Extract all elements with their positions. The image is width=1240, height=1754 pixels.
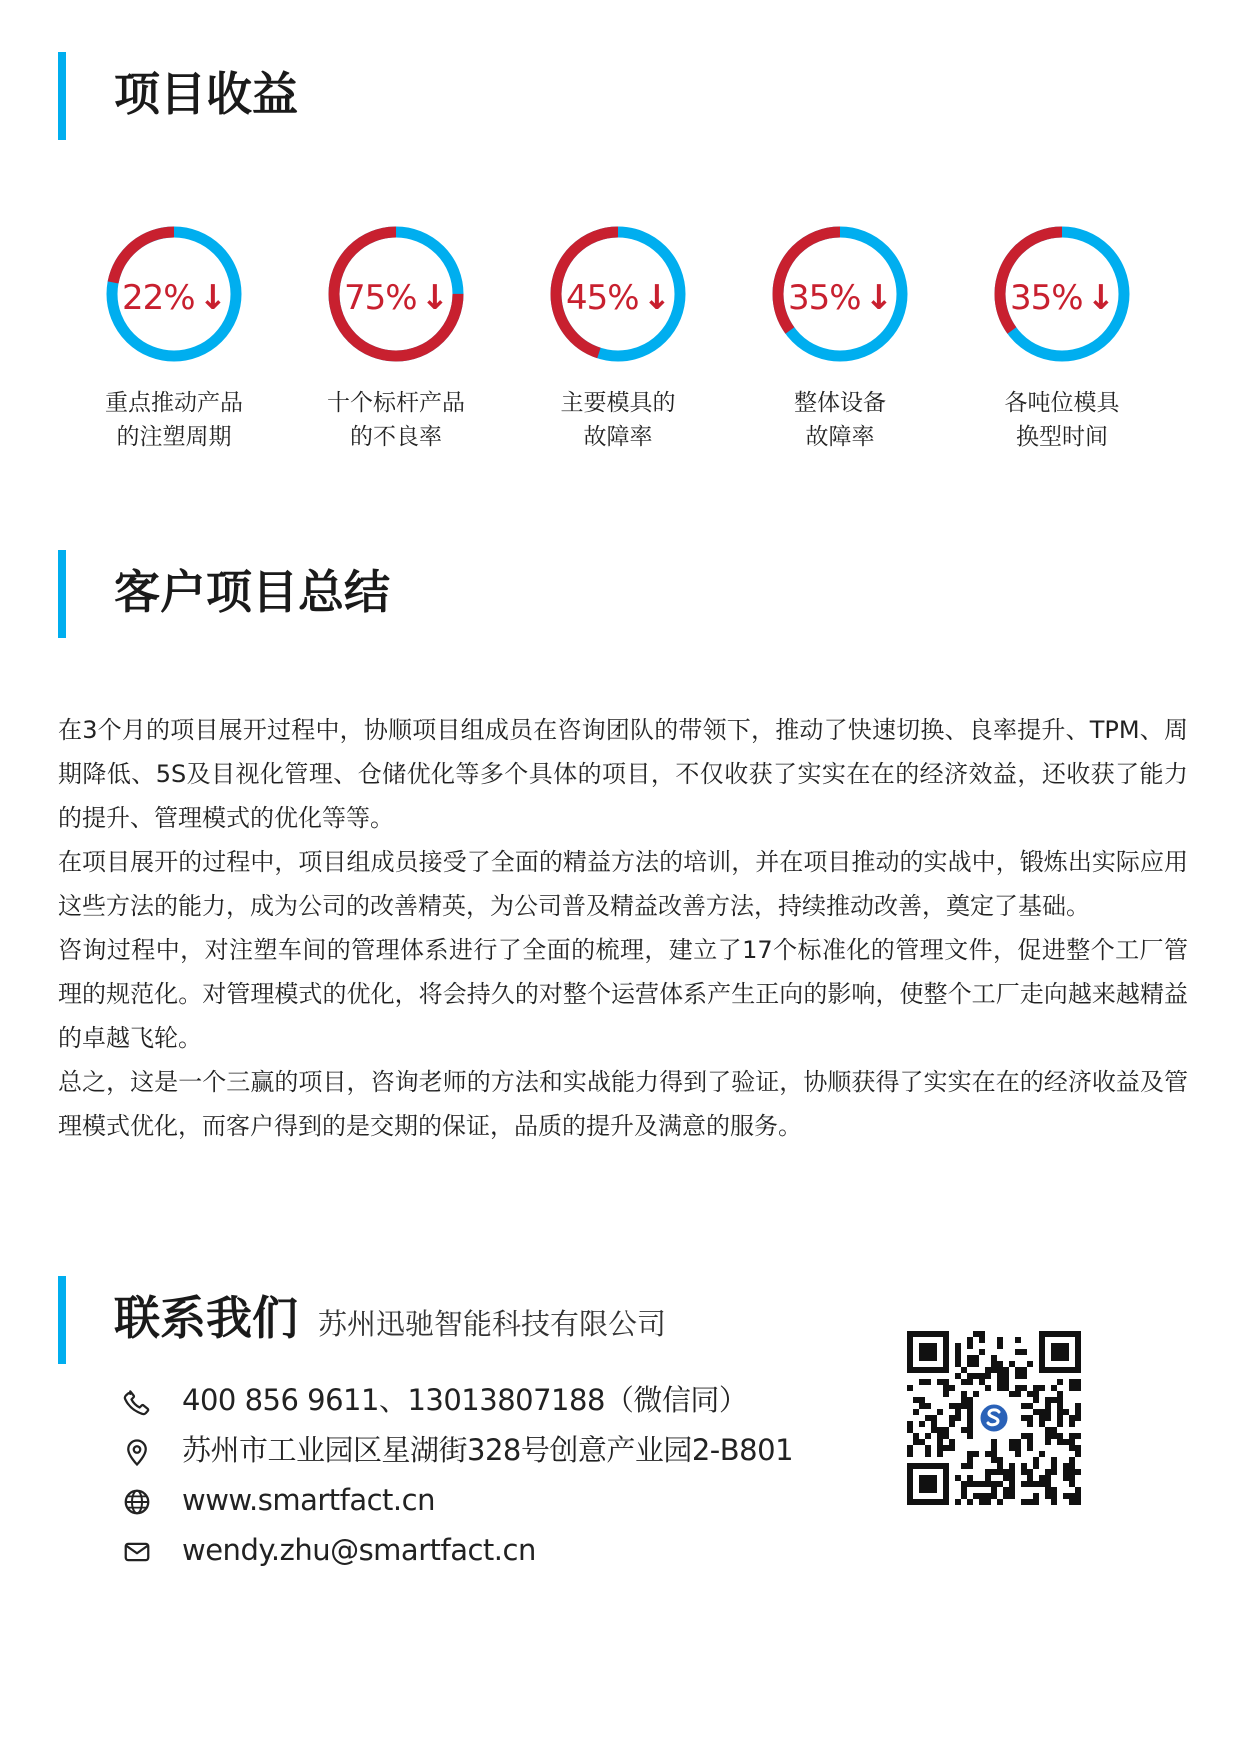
summary-paragraph: 咨询过程中，对注塑车间的管理体系进行了全面的梳理，建立了17个标准化的管理文件，促进整个工厂管理的规范化。对管理模式的优化，将会持久的对整个运营体系产生正向的影响，使整个工厂走向越来越精益的卓越飞轮。 xyxy=(58,936,1188,1052)
contact-address: 苏州市工业园区星湖街328号创意产业园2-B801 xyxy=(118,1426,878,1476)
qr-code-image xyxy=(904,1328,1084,1508)
location-pin-icon xyxy=(122,1437,152,1467)
benefits-title: 项目收益 xyxy=(114,67,298,121)
qr-code xyxy=(904,1328,1084,1508)
section-accent-bar xyxy=(58,52,66,140)
donut-label: 主要模具的 故障率 xyxy=(560,390,676,450)
down-arrow-icon: ↓ xyxy=(420,278,449,318)
globe-icon xyxy=(122,1487,152,1517)
down-arrow-icon: ↓ xyxy=(642,278,671,318)
donut-percent: 22% ↓ xyxy=(62,274,286,322)
summary-paragraph: 总之，这是一个三赢的项目，咨询老师的方法和实战能力得到了验证，协顺获得了实实在在的经济收益及管理模式优化，而客户得到的是交期的保证，品质的提升及满意的服务。 xyxy=(58,1068,1188,1140)
donut-percent: 75% ↓ xyxy=(284,274,508,322)
mail-icon xyxy=(122,1537,152,1567)
section-accent-bar xyxy=(58,1276,66,1364)
donut-label: 重点推动产品 的注塑周期 xyxy=(105,390,243,450)
contact-phone: 400 856 9611、13013807188（微信同） xyxy=(118,1376,878,1426)
contact-title: 联系我们 苏州迅驰智能科技有限公司 xyxy=(114,1291,667,1345)
phone-icon xyxy=(122,1387,152,1417)
down-arrow-icon: ↓ xyxy=(1086,278,1115,318)
contact-website[interactable]: www.smartfact.cn xyxy=(118,1476,878,1526)
donut-label: 整体设备 故障率 xyxy=(794,390,886,450)
donut-percent: 35% ↓ xyxy=(950,274,1174,322)
donut-percent: 35% ↓ xyxy=(728,274,952,322)
contact-email[interactable]: wendy.zhu@smartfact.cn xyxy=(118,1526,878,1576)
summary-paragraph: 在3个月的项目展开过程中，协顺项目组成员在咨询团队的带领下，推动了快速切换、良率提升、TPM、周期降低、5S及目视化管理、仓储优化等多个具体的项目，不仅收获了实实在在的经济效益，还收获了能力的提升、管理模式的优化等等。 xyxy=(58,716,1188,832)
summary-title: 客户项目总结 xyxy=(114,565,390,619)
summary-paragraph: 在项目展开的过程中，项目组成员接受了全面的精益方法的培训，并在项目推动的实战中，锻炼出实际应用这些方法的能力，成为公司的改善精英，为公司普及精益改善方法，持续推动改善，奠定了基础。 xyxy=(58,848,1188,920)
down-arrow-icon: ↓ xyxy=(864,278,893,318)
donut-percent: 45% ↓ xyxy=(506,274,730,322)
donut-label: 各吨位模具 换型时间 xyxy=(1004,390,1120,450)
company-name: 苏州迅驰智能科技有限公司 xyxy=(318,1307,667,1341)
section-accent-bar xyxy=(58,550,66,638)
down-arrow-icon: ↓ xyxy=(198,278,227,318)
donut-label: 十个标杆产品 的不良率 xyxy=(327,390,465,450)
summary-body xyxy=(58,708,1188,1148)
